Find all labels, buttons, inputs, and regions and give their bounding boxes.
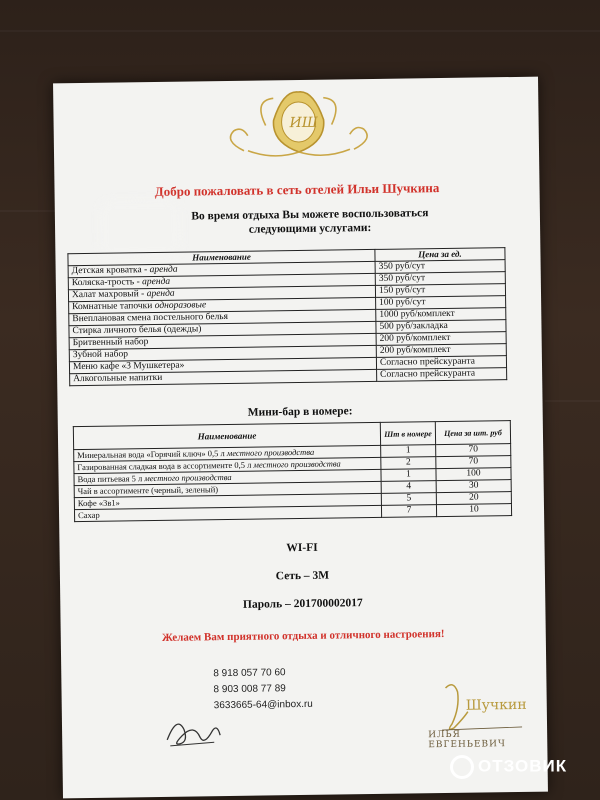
handwritten-signature (162, 709, 223, 750)
table-row: Детская кроватка - аренда 350 руб/сут (68, 260, 505, 278)
table-row: Чай в ассортименте (черный, зеленый) 4 30 (74, 480, 511, 498)
signature-fullname: ИЛЬЯ ЕВГЕНЬЕВИЧ (428, 729, 506, 751)
director-signature-logo (423, 677, 534, 759)
col-name-header: Наименование (68, 249, 375, 265)
signature-surname: Шучкин (465, 696, 527, 714)
notice-sheet (53, 77, 548, 799)
wish-message: Желаем Вам приятного отдыха и отличного настроения! (161, 628, 445, 644)
table-row: Минеральная вода «Горячий ключ» 0,5 л местного производства 1 70 (74, 444, 511, 462)
phone-1: 8 918 057 70 60 (213, 667, 286, 680)
site-watermark: ОТЗОВИК (450, 755, 567, 779)
phone-2: 8 903 008 77 89 (213, 683, 286, 696)
contacts-block (213, 665, 313, 714)
table-row: Внеплановая смена постельного белья 1000 руб/комплект (69, 308, 506, 326)
watermark-logo-icon (450, 755, 474, 779)
table-row: Меню кафе «3 Мушкетера» Согласно прейскуранта (69, 356, 506, 374)
wifi-label: WI-FI (286, 541, 318, 555)
minibar-title: Мини-бар в номере: (247, 405, 353, 419)
table-row: Коляска-трость - аренда 350 руб/сут (68, 272, 505, 290)
blurred-patch (100, 200, 181, 257)
wifi-network: Сеть – 3М (275, 569, 330, 583)
table-row: Зубной набор 200 руб/комплект (69, 344, 506, 362)
table-row: Вода питьевая 5 л местного производства 1 100 (74, 468, 511, 486)
table-row: Сахар 7 10 (74, 504, 511, 522)
table-row: Кофе «3в1» 5 20 (74, 492, 511, 510)
table-row: Алкогольные напитки Согласно прейскуранта (70, 368, 507, 386)
minibar-table (73, 420, 512, 522)
col-price-header: Цена за шт. руб (435, 421, 510, 445)
table-row: Бритвенный набор 200 руб/комплект (69, 332, 506, 350)
table-row: Халат махровый - аренда 150 руб/сут (68, 284, 505, 302)
services-intro: Во время отдыха Вы можете воспользоваться следующими услугами: (191, 207, 429, 236)
table-row: Газированная сладкая вода в ассортименте 0,5 л местного производства 2 70 (74, 456, 511, 474)
wifi-password: Пароль – 201700002017 (242, 597, 363, 611)
table-row: Стирка личного белья (одежды) 500 руб/закладка (69, 320, 506, 338)
hotel-monogram-logo (213, 79, 384, 171)
svg-text:ИШ: ИШ (289, 114, 318, 132)
email: 3633665-64@inbox.ru (213, 698, 313, 712)
table-row: Комнатные тапочки одноразовые 100 руб/сут (69, 296, 506, 314)
services-table (67, 247, 507, 386)
welcome-title: Добро пожаловать в сеть отелей Ильи Шучкина (154, 180, 440, 200)
col-qty-header: Шт в номере (380, 422, 435, 446)
col-price-header: Цена за ед. (375, 248, 505, 262)
col-name-header: Наименование (73, 422, 380, 449)
